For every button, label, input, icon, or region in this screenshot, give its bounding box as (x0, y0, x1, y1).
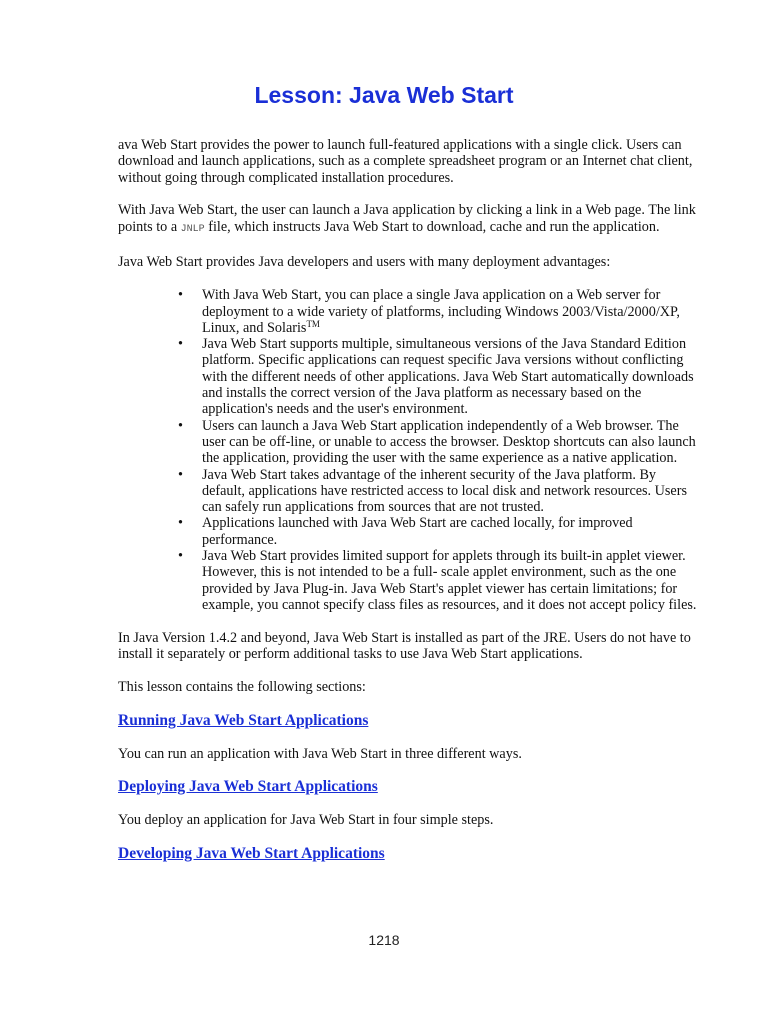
list-item-text: With Java Web Start, you can place a single Java application on a Web server for deployment to a wide variety of platforms, including Windows 2003/Vista/2000/XP, Linux, and Solaris (202, 287, 680, 336)
list-item-text: Applications launched with Java Web Start are cached locally, for improved performance. (202, 515, 633, 548)
jnlp-text-before: With Java Web Start, the user can launch a Java application by clicking a link in a Web page. The link points to a (118, 202, 696, 235)
jnlp-code: JNLP (180, 223, 205, 235)
advantages-intro: Java Web Start provides Java developers and users with many deployment advantages: (118, 254, 611, 271)
jre-paragraph: In Java Version 1.4.2 and beyond, Java Web Start is installed as part of the JRE. Users do not have to install it separately or perform additional tasks to use Java Web Start applications. (118, 629, 691, 663)
list-item-text: Java Web Start supports multiple, simultaneous versions of the Java Standard Edition platform. Specific applications can request specific Java versions without conflicting with the different needs of other applications. Java Web Start automatically downloads and installs the correct version of the Java platform as necessary based on the application's needs and the user's environment. (202, 336, 694, 418)
section-heading-running (118, 712, 700, 730)
list-item-text: Java Web Start takes advantage of the inherent security of the Java platform. By default, applications have restricted access to local disk and network resources. Users can safely run applications from sources that are not trusted. (202, 466, 687, 516)
list-item (202, 287, 700, 336)
list-item-text: Java Web Start provides limited support for applets through its built-in applet viewer. However, this is not intended to be a full- scale applet environment, such as the one provided by Java Plug-in. Java Web Start's applet viewer has certain limitations; for example, you cannot specify class files as resources, and it does not accept policy files. (202, 548, 697, 613)
intro-paragraph: ava Web Start provides the power to launch full-featured applications with a single click. Users can download and launch applications, such as a complete spreadsheet program or an Internet chat client, without going through complicated installation procedures. (118, 137, 693, 186)
list-item (202, 548, 700, 613)
deploying-apps-link[interactable]: Deploying Java Web Start Applications (118, 778, 378, 796)
page-number: 1218 (368, 932, 400, 948)
running-apps-link[interactable]: Running Java Web Start Applications (118, 711, 369, 729)
section-heading-developing (118, 845, 700, 863)
page-title: Lesson: Java Web Start (254, 82, 514, 108)
running-apps-description: You can run an application with Java Web Start in three different ways. (118, 745, 522, 762)
list-item-text: Users can launch a Java Web Start application independently of a Web browser. The user can be off-line, or unable to access the browser. Desktop shortcuts can also launch the application, providing the user with the same experience as a native application. (202, 417, 696, 467)
developing-apps-link[interactable]: Developing Java Web Start Applications (118, 845, 385, 863)
list-item (202, 515, 700, 548)
lesson-content (118, 137, 700, 879)
trademark-mark: TM (306, 318, 320, 329)
deploying-apps-description: You deploy an application for Java Web Start in four simple steps. (118, 812, 494, 829)
sections-intro: This lesson contains the following sections: (118, 678, 366, 695)
jnlp-text-after: file, which instructs Java Web Start to download, cache and run the application. (204, 218, 660, 235)
list-item (202, 336, 700, 417)
list-item (202, 418, 700, 467)
advantages-list (118, 287, 700, 613)
section-heading-deploying (118, 778, 700, 796)
jnlp-paragraph (118, 202, 700, 238)
list-item (202, 467, 700, 516)
